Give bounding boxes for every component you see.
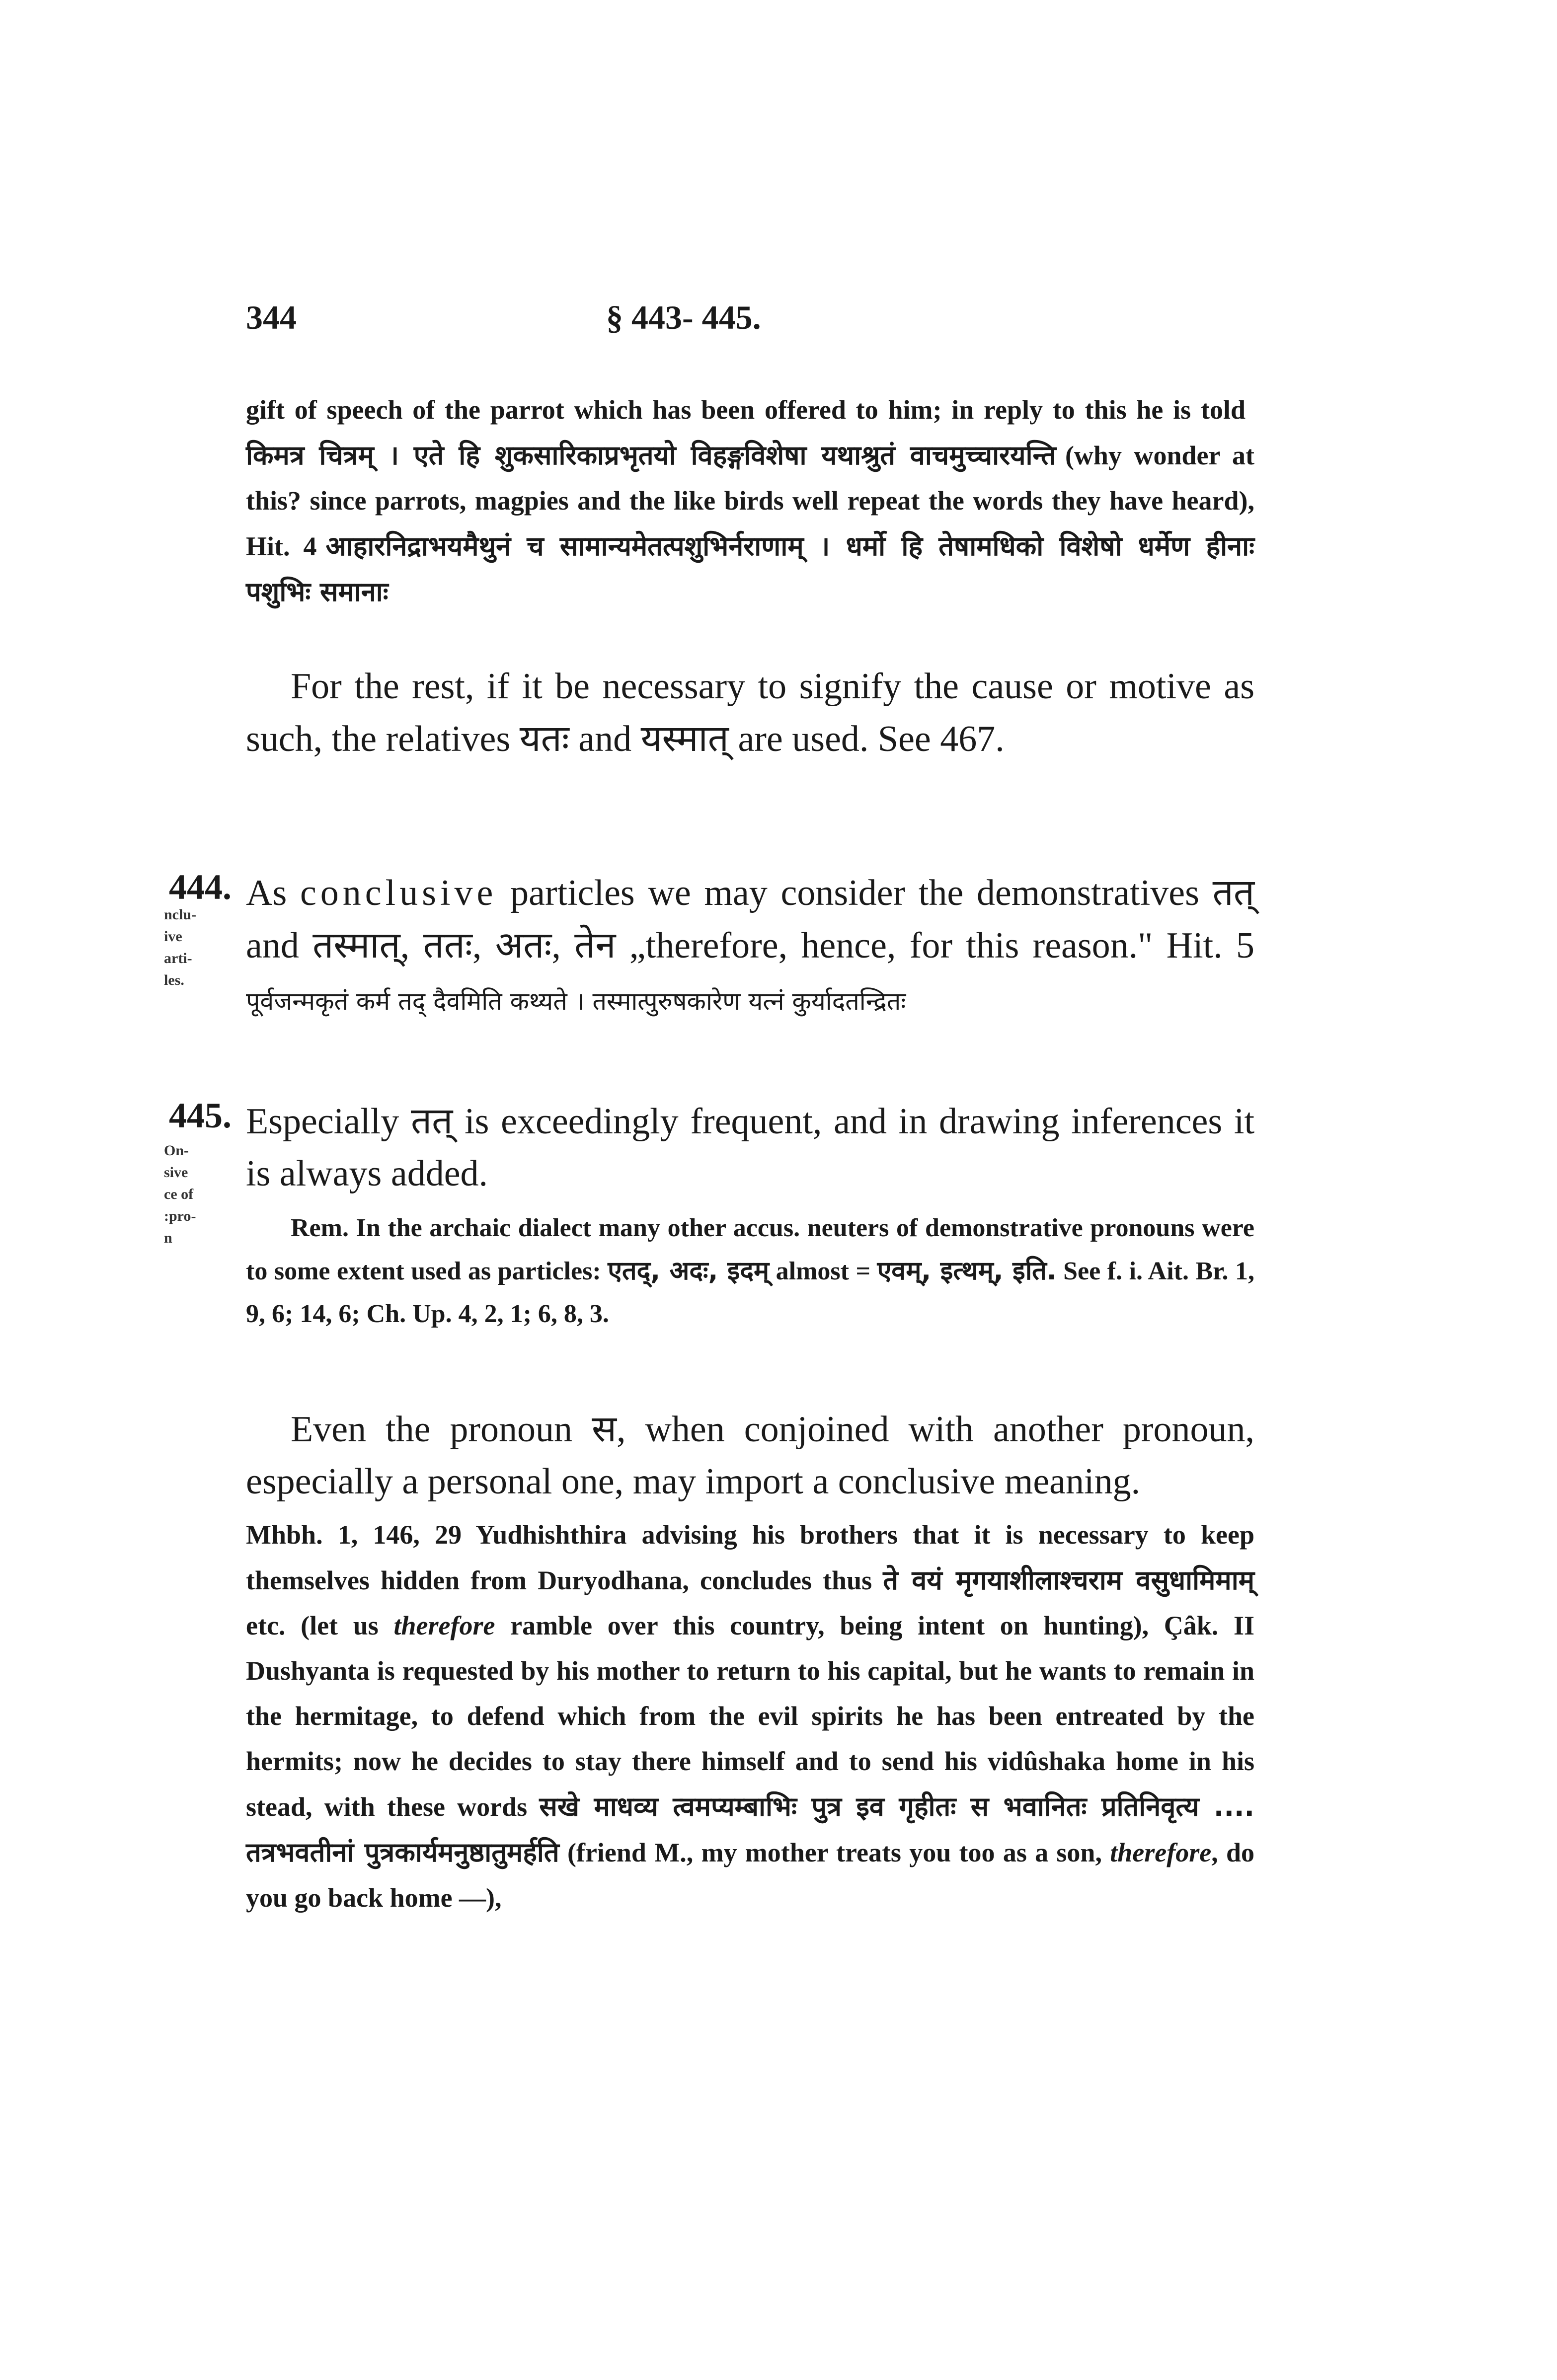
p1-sanskrit-quote: किमत्र चित्रम् । एते हि शुकसारिकाप्रभृतयो विहङ्गविशेषा यथाश्रुतं वाचमुच्चारयन्ति [246, 440, 1056, 471]
margin-line: :pro- [164, 1208, 196, 1224]
p1-text-a: gift of speech of the parrot which has been offered to him; in reply to this he is told [246, 395, 1246, 425]
s444-sanskrit-tasmat: तस्मात् [312, 924, 400, 967]
s444-text-b: particles we may consider the demonstratives [510, 873, 1199, 913]
p3-text-a: Even the pronoun [291, 1409, 573, 1450]
s444-sanskrit-hit: पूर्वजन्मकृतं कर्म तद् दैवमिति कथ्यते । तस्मात्पुरुषकारेण यत्नं कुर्यादतन्द्रितः [246, 987, 906, 1016]
margin-line: sive [164, 1164, 188, 1181]
margin-line: nclu- [164, 906, 197, 923]
page-header [246, 298, 1269, 343]
p4-therefore-1: therefore [393, 1611, 495, 1640]
p2-text-b: are used. See 467. [738, 719, 1005, 759]
p4-text-c: ramble over this country, being intent on hunting), Çâk. II Dushyanta is requested by his mother to return to his capital, but he wants to remain in the hermitage, to defend which from the evil spirits he has been entreated by the hermits; now he decides to stay there himself and to send his vidûshaka home in his stead, with these words [246, 1611, 1255, 1822]
s444-text-c: „therefore, hence, for this reason." Hit. 5 [629, 925, 1255, 966]
section-number-445: 445. [169, 1096, 232, 1135]
margin-line: les. [164, 972, 184, 988]
s445-text-b: is exceedingly frequent, and in drawing inferences it is always added. [246, 1101, 1255, 1194]
margin-line: n [164, 1230, 172, 1246]
s444-sanskrit-tat: तत् [1212, 871, 1255, 914]
p2-sanskrit-yasmat: यस्मात् [640, 717, 729, 760]
remark-archaic [246, 1207, 1254, 1336]
section-range: § 443- 445. [606, 298, 761, 336]
s444-sanskrit-atah: अतः [495, 924, 552, 967]
paragraph-examples [246, 1512, 1254, 1921]
p4-sanskrit-2: सखे माधव्य त्वमप्यम्बाभिः पुत्र इव गृहीतः स भवानितः प्रतिनिवृत्य .... तत्रभवतीनां पुत्रकार्यमनुष्ठातुमर्हति [246, 1791, 1254, 1868]
p4-sanskrit-1: ते वयं मृगयाशीलाश्चराम वसुधामिमाम् [883, 1564, 1254, 1596]
p1-sanskrit-hit: आहारनिद्राभयमैथुनं च सामान्यमेतत्पशुभिर्नराणाम् । धर्मो हि तेषामधिको विशेषो धर्मेण हीनाः पशुभिः समानाः [246, 530, 1254, 607]
p2-text-a: For the rest, if it be necessary to signify the cause or motive as such, the relatives [246, 666, 1254, 759]
s444-text-a: As [246, 873, 287, 913]
rem-sanskrit-equal: एवम्, इत्थम्, इति. [877, 1256, 1057, 1286]
section-445-text [246, 1095, 1254, 1200]
s444-term: conclusive [300, 873, 497, 913]
s444-sanskrit-tena: तेन [574, 924, 616, 967]
s445-text-a: Especially [246, 1101, 399, 1142]
p3-sanskrit-sa: स [591, 1408, 617, 1450]
s444-sanskrit-tatah: ततः [423, 924, 472, 967]
rem-text-a: Rem. In the archaic dialect many other accus. neuters of demonstrative pronouns were to some extent used as particles: [246, 1214, 1254, 1285]
p1-text-b: (why wonder at this? since parrots, magpies and the like birds well repeat the words they have heard), [246, 441, 1255, 516]
margin-line: arti- [164, 950, 192, 967]
paragraph-parrot [246, 387, 1254, 615]
p2-sanskrit-yatah: यतः [519, 717, 569, 760]
s445-sanskrit-tat: तत् [410, 1100, 453, 1142]
margin-line: On- [164, 1142, 189, 1159]
section-444-text: As conclusive particles we may consider the demonstratives तत् and तस्मात्, ततः, अतः, तेन „therefore, hence, for this reason." Hit. 5 पूर्वजन्मकृतं कर्म तद् दैवमिति कथ्यते । तस्मात्पुरुषकारेण यत्नं कुर्यादतन्द्रितः [246, 871, 1255, 1016]
p4-text-b: etc. (let us [246, 1611, 379, 1640]
s444-and: and [246, 925, 299, 966]
p2-and: and [578, 719, 632, 759]
p1-ref: Hit. 4 [246, 531, 317, 561]
margin-note-444 [164, 904, 243, 991]
paragraph-pronoun [246, 1403, 1254, 1508]
page-number: 344 [246, 298, 297, 336]
margin-note-445 [164, 1140, 243, 1249]
rem-sanskrit-list: एतद्, अदः, इदम् [608, 1256, 770, 1286]
p4-text-d: (friend M., my mother treats you too as a son, [567, 1838, 1102, 1867]
rem-text-c: See f. i. Ait. Br. 1, 9, 6; 14, 6; Ch. Up. 4, 2, 1; 6, 8, 3. [246, 1257, 1255, 1328]
p4-text-a: Mhbh. 1, 146, 29 Yudhishthira advising his brothers that it is necessary to keep themselves hidden from Duryodhana, concludes thus [246, 1520, 1254, 1595]
p4-text-e: , do you go back home —), [246, 1838, 1255, 1913]
section-number-444: 444. [169, 867, 232, 907]
p4-therefore-2: therefore [1110, 1838, 1212, 1867]
margin-line: ive [164, 928, 182, 945]
paragraph-relatives [246, 661, 1254, 765]
rem-text-b: almost = [776, 1257, 871, 1285]
margin-line: ce of [164, 1186, 194, 1202]
p3-text-b: , when conjoined with another pronoun, especially a personal one, may import a conclusive meaning. [246, 1409, 1255, 1502]
